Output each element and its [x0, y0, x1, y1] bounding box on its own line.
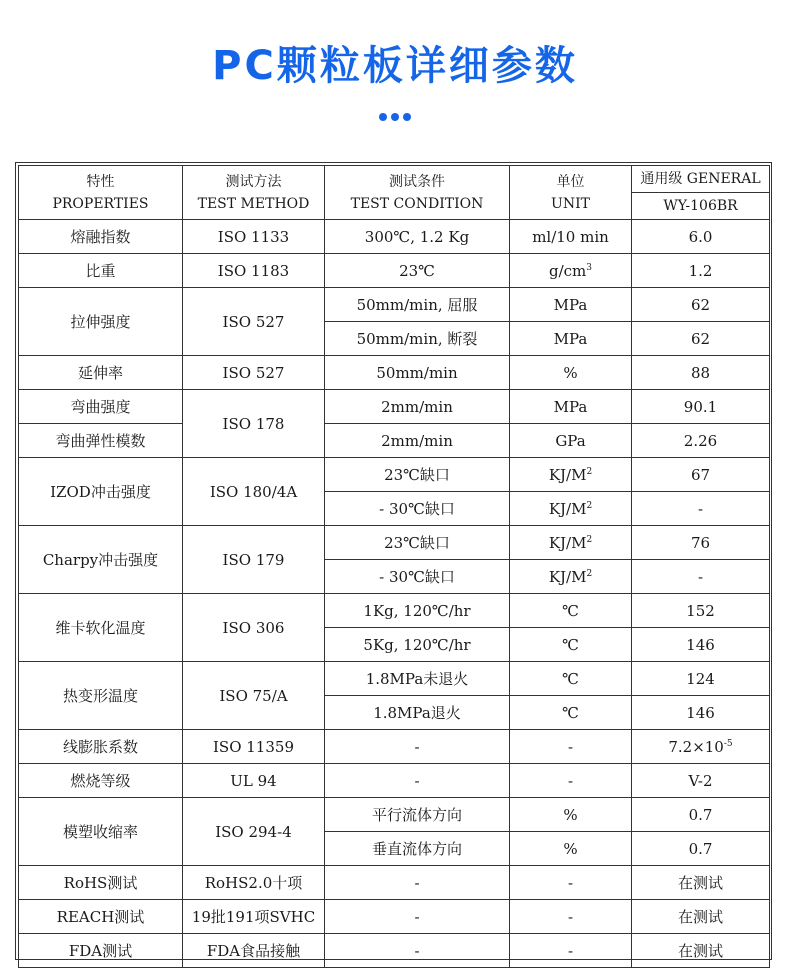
cell-condition: 1Kg, 120℃/hr: [325, 594, 510, 628]
cell-property: 延伸率: [19, 356, 183, 390]
cell-property: 线膨胀系数: [19, 730, 183, 764]
table-row: [19, 526, 770, 560]
cell-method: ISO 179: [183, 526, 325, 594]
cell-unit: $KJ/M^2$: [510, 458, 632, 492]
header-test-condition: 测试条件 TEST CONDITION: [325, 166, 510, 220]
cell-property: 熔融指数: [19, 220, 183, 254]
cell-condition: 1.8MPa未退火: [325, 662, 510, 696]
cell-property: RoHS测试: [19, 866, 183, 900]
cell-unit: MPa: [510, 390, 632, 424]
table-row: [19, 764, 770, 798]
cell-unit: %: [510, 832, 632, 866]
cell-method: ISO 306: [183, 594, 325, 662]
table-row: [19, 730, 770, 764]
cell-value: 6.0: [632, 220, 770, 254]
cell-property: 拉伸强度: [19, 288, 183, 356]
cell-unit: -: [510, 764, 632, 798]
cell-condition: 2mm/min: [325, 390, 510, 424]
cell-value: 146: [632, 628, 770, 662]
cell-value: 在测试: [632, 900, 770, 934]
cell-value: 67: [632, 458, 770, 492]
table-row: [19, 356, 770, 390]
table-row: [19, 220, 770, 254]
cell-property: 维卡软化温度: [19, 594, 183, 662]
cell-unit: ml/10 min: [510, 220, 632, 254]
cell-unit: -: [510, 934, 632, 968]
cell-unit: ℃: [510, 628, 632, 662]
cell-condition: -: [325, 934, 510, 968]
cell-property: 弯曲强度: [19, 390, 183, 424]
table-row: [19, 798, 770, 832]
cell-value: 1.2: [632, 254, 770, 288]
cell-method: ISO 180/4A: [183, 458, 325, 526]
cell-method: ISO 294-4: [183, 798, 325, 866]
cell-value: 152: [632, 594, 770, 628]
cell-condition: -: [325, 764, 510, 798]
cell-unit: $KJ/M^2$: [510, 492, 632, 526]
cell-condition: - 30℃缺口: [325, 560, 510, 594]
cell-condition: 23℃: [325, 254, 510, 288]
cell-method: ISO 1133: [183, 220, 325, 254]
cell-condition: 5Kg, 120℃/hr: [325, 628, 510, 662]
table-header-row: [19, 166, 770, 193]
cell-value: 62: [632, 288, 770, 322]
cell-value: 在测试: [632, 934, 770, 968]
cell-value: $7.2\times 10^{-5}$: [632, 730, 770, 764]
cell-unit: MPa: [510, 288, 632, 322]
table-row: [19, 934, 770, 968]
cell-value: V-2: [632, 764, 770, 798]
cell-value: 88: [632, 356, 770, 390]
cell-unit: ℃: [510, 662, 632, 696]
cell-condition: -: [325, 866, 510, 900]
header-properties: 特性 PROPERTIES: [19, 166, 183, 220]
cell-condition: -: [325, 900, 510, 934]
page-title: PC颗粒板详细参数: [212, 43, 578, 89]
cell-condition: 23℃缺口: [325, 526, 510, 560]
cell-method: ISO 178: [183, 390, 325, 458]
cell-property: FDA测试: [19, 934, 183, 968]
cell-property: 模塑收缩率: [19, 798, 183, 866]
header-test-method: 测试方法 TEST METHOD: [183, 166, 325, 220]
table-row: [19, 288, 770, 322]
cell-value: 124: [632, 662, 770, 696]
cell-method: ISO 527: [183, 288, 325, 356]
cell-value: 146: [632, 696, 770, 730]
cell-property: 比重: [19, 254, 183, 288]
cell-unit: -: [510, 730, 632, 764]
cell-condition: -: [325, 730, 510, 764]
cell-method: 19批191项SVHC: [183, 900, 325, 934]
cell-method: RoHS2.0十项: [183, 866, 325, 900]
cell-unit: $g/cm^3$: [510, 254, 632, 288]
header-unit: 单位 UNIT: [510, 166, 632, 220]
cell-condition: 平行流体方向: [325, 798, 510, 832]
cell-condition: 50mm/min, 断裂: [325, 322, 510, 356]
cell-value: 在测试: [632, 866, 770, 900]
cell-value: 2.26: [632, 424, 770, 458]
cell-method: ISO 1183: [183, 254, 325, 288]
cell-method: ISO 75/A: [183, 662, 325, 730]
header-grade: 通用级 GENERAL: [632, 166, 770, 193]
table-row: [19, 594, 770, 628]
cell-property: Charpy冲击强度: [19, 526, 183, 594]
cell-value: 0.7: [632, 798, 770, 832]
table-row: [19, 424, 770, 458]
cell-unit: ℃: [510, 696, 632, 730]
header-model: WY-106BR: [632, 193, 770, 220]
cell-method: FDA食品接触: [183, 934, 325, 968]
cell-unit: -: [510, 866, 632, 900]
cell-value: 90.1: [632, 390, 770, 424]
cell-property: IZOD冲击强度: [19, 458, 183, 526]
cell-condition: 50mm/min: [325, 356, 510, 390]
cell-value: -: [632, 560, 770, 594]
cell-unit: MPa: [510, 322, 632, 356]
cell-property: REACH测试: [19, 900, 183, 934]
cell-value: 62: [632, 322, 770, 356]
table-row: [19, 254, 770, 288]
cell-condition: 50mm/min, 屈服: [325, 288, 510, 322]
cell-unit: %: [510, 798, 632, 832]
cell-unit: GPa: [510, 424, 632, 458]
cell-condition: 1.8MPa退火: [325, 696, 510, 730]
cell-property: 热变形温度: [19, 662, 183, 730]
cell-value: 76: [632, 526, 770, 560]
cell-method: ISO 527: [183, 356, 325, 390]
cell-condition: 垂直流体方向: [325, 832, 510, 866]
cell-condition: 23℃缺口: [325, 458, 510, 492]
cell-unit: %: [510, 356, 632, 390]
cell-method: ISO 11359: [183, 730, 325, 764]
cell-condition: 300℃, 1.2 Kg: [325, 220, 510, 254]
specs-table: [18, 165, 770, 968]
cell-unit: $KJ/M^2$: [510, 526, 632, 560]
table-row: [19, 458, 770, 492]
cell-condition: - 30℃缺口: [325, 492, 510, 526]
cell-unit: -: [510, 900, 632, 934]
cell-method: UL 94: [183, 764, 325, 798]
table-row: [19, 866, 770, 900]
table-row: [19, 390, 770, 424]
decorative-dots: [0, 106, 790, 118]
cell-property: 燃烧等级: [19, 764, 183, 798]
table-row: [19, 900, 770, 934]
cell-value: -: [632, 492, 770, 526]
table-row: [19, 662, 770, 696]
cell-unit: $KJ/M^2$: [510, 560, 632, 594]
cell-value: 0.7: [632, 832, 770, 866]
cell-unit: ℃: [510, 594, 632, 628]
cell-condition: 2mm/min: [325, 424, 510, 458]
cell-property: 弯曲弹性模数: [19, 424, 183, 458]
